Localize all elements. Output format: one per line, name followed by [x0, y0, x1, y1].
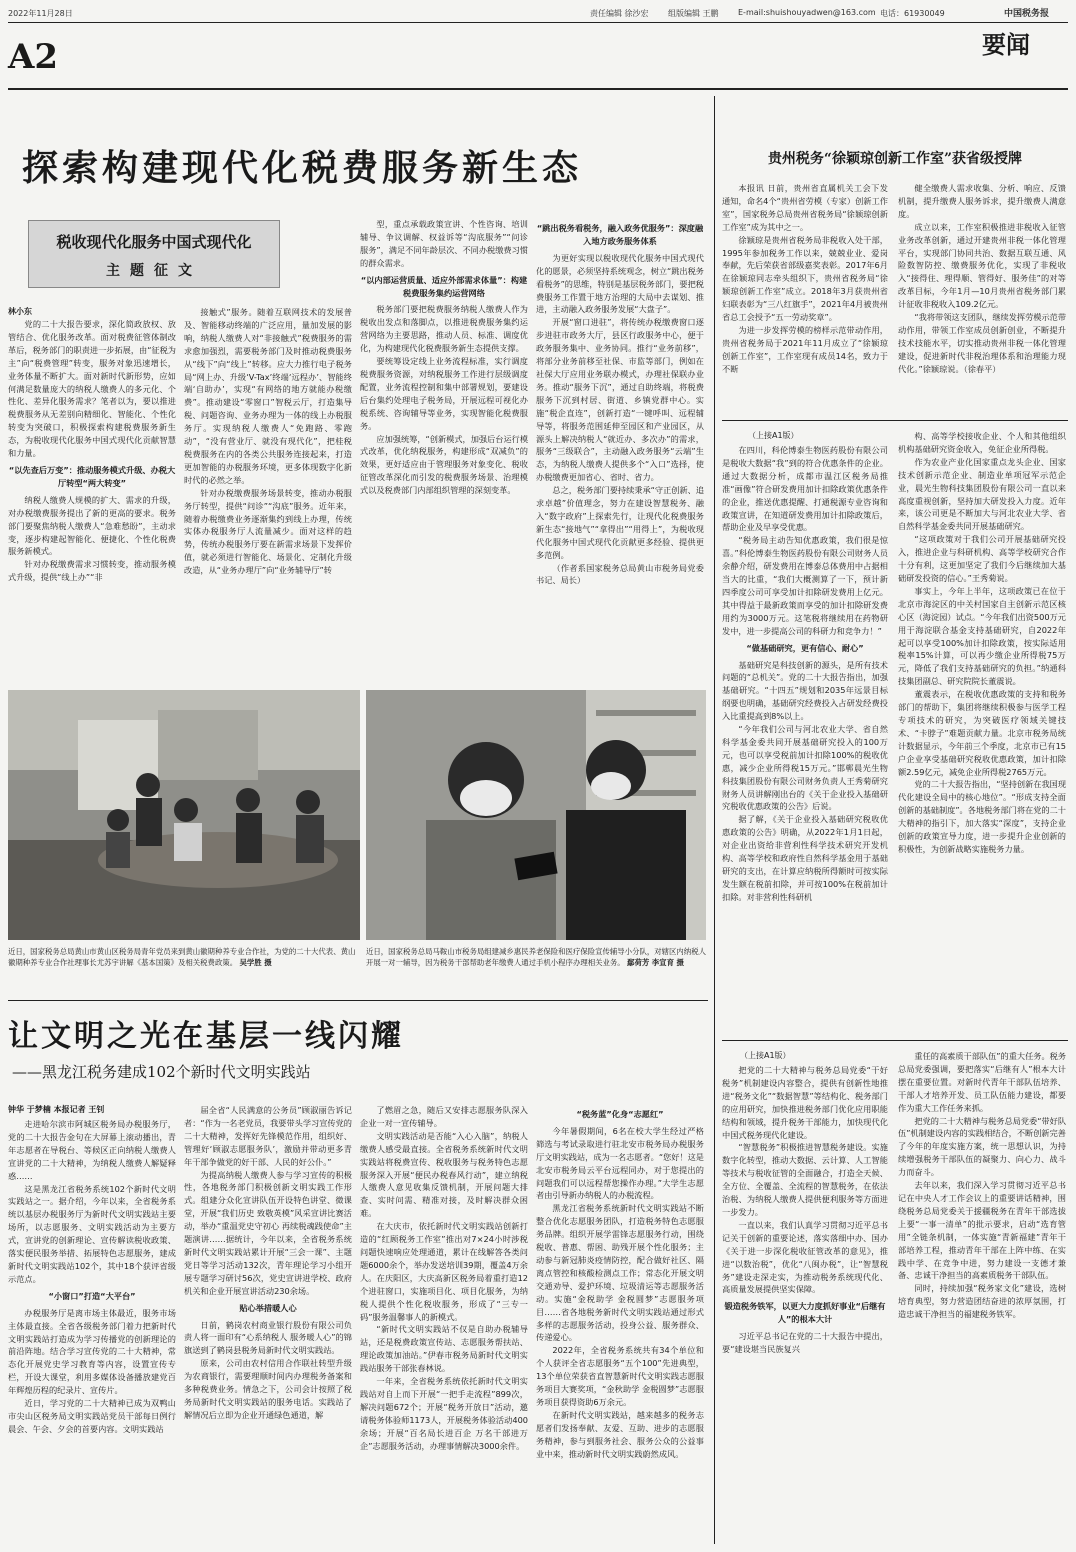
sidebar2-col2-p1: 构、高等学校接收企业、个人和其他组织机构基础研究资金收入，免征企业所得税。 — [898, 431, 1066, 454]
header-date: 2022年11月28日 — [8, 9, 73, 18]
main-col3-p1: 型，重点承载政策宣讲、个性咨询、培训辅导、争议调解、权益诉等“沟底服务”“问诊服务”，满足不同年龄层次、不同办税缴费习惯的群众需求。 — [360, 219, 528, 268]
main-col4-p4: （作者系国家税务总局黄山市税务局党委书记、局长） — [536, 562, 704, 586]
sidebar2-col1-p1: 在四川，科伦博泰生物医药股份有限公司是税收大数据“我”到的符合优惠条件的企业。通过大数据分析，成都市温江区税务局推准“画像”符合研发费用加计扣除政策优惠条件的企业，推送优惠提醒、打通税源专业咨询和政策宣讲，在知道研发费用加计扣除政策后，帮助企业及早享受优惠。 — [722, 445, 888, 533]
sidebar3-subhead: 锻造税务铁军，以更大力度抓好事业“后继有人”的根本大计 — [724, 1301, 886, 1325]
story2-col1-p4: 近日，学习党的二十大精神已成为双鸭山市尖山区税务局文明实践站党员干部每日例行晨会、午会、夕会的首要内容。文明实践站 — [8, 1398, 176, 1434]
sidebar2-col2-p4: 事实上，今年上半年，这项政策已在位于北京市海淀区的中关村国家自主创新示范区核心区（海淀园）试点。“今年我们出资500万元用于海淀联合基金支持基础研究，自2022年起可以享受100%加计扣除政策，按实际适用税率15%计算，可以再少缴企业所得税75万元，降低了我们支持基础研究的负担。”纳通科技集团副总、研究院院长董震说。 — [898, 585, 1066, 687]
sidebar3-col2-p3: 去年以来，我们深入学习贯彻习近平总书记在中央人才工作会议上的重要讲话精神，围绕税务总局党委关于援疆税务在青年干部选拔上要“一事一清单”的批示要求，启动“选育管用”全链条机制，一体实施“青新福建”青年干部培养工程，推动青年干部在上阵中练、在实践中学、在竞争中进，努力建设一支德才兼备、忠诚干净担当的高素质税务干部队伍。 — [898, 1180, 1066, 1281]
sidebar2-col2-p2: 作为农业产业化国家重点龙头企业、国家技术创新示范企业、制造业单项冠军示范企业，晨光生物科技集团股份有限公司一直以来高度重视创新，坚持加大研发投入力度。近年来，该公司更是不断加大与河北农业大学、省自然科学基金委共同开展基础研究。 — [898, 456, 1066, 532]
story2-col3-p1: 了燃眉之急，随后又安排志愿服务队深入企业一对一宣传辅导。 — [360, 1105, 528, 1128]
story2-headline: 让文明之光在基层一线闪耀 — [8, 1019, 404, 1054]
story2-col3-p3: 在大庆市，依托新时代文明实践站创新打造的“红顾税务工作室”推出对7×24小时涉税问题快速响应处理通道，累计在线解答各类问题6000余个，举办发送培训39期，覆盖4万余人。在庆阳区，大庆高新区税务局着重打造12个进驻窗口，实施项目化、项目化服务，为纳税人提供个性化税收服务，形成了“三专一码”服务温馨事人的新模式。 — [360, 1221, 528, 1322]
sidebar1-col2-p1: 健全缴费人需求收集、分析、响应、反馈机制，提升缴费人服务诉求，提升缴费人满意度。 — [898, 183, 1066, 219]
story2-byline: 钟华 于梦楠 本报记者 王钊 — [8, 1105, 105, 1114]
sidebar2-col2-p3: “这项政策对于我们公司开展基础研究投入，推进企业与科研机构、高等学校研究合作十分有利，这更加坚定了我们今后继续加大基础研发投资的信心。”王秀菊说。 — [898, 534, 1066, 583]
sidebar3-col1-p2: “智慧税务”积极推进智慧税务建设。实施数字化转型，推动大数据、云计算、人工智能等技术与税收征管的全面融合，打造全天候、全方位、全覆盖、全流程的智慧税务，在依法治税、为纳税人缴费人提供便利服务等方面进一步发力。 — [722, 1142, 888, 1217]
main-headline: 探索构建现代化税费服务新生态 — [22, 147, 583, 189]
header-rule — [8, 22, 1068, 23]
main-col3-p2: 税务部门要把税费服务纳税人缴费人作为税收出发点和落脚点，以推进税费服务集约运营网络为主要思路，推动人员、标准、调度优化，为构建现代化税费服务新生态提供支撑。 — [360, 304, 528, 354]
photo-left — [8, 690, 360, 940]
main-col4-p3: 总之，税务部门要持续秉承“守正创新、追求卓越”价值理念，努力在建设智慧税务、融入“数字政府”上探索先行，让现代化税费服务新生态“接地气”“拿得出”“用得上”，为税收现代化服务中国式现代化贡献更多经验、提供更多范例。 — [536, 485, 704, 560]
sidebar3-col2-p4: 同时，持续加强“税务家文化”建设，选树培育典型，努力营造团结奋进的浓厚氛围，打造忠诚干净担当的福建税务铁军。 — [898, 1283, 1066, 1320]
sidebar2-lead: （上接A1版） — [748, 431, 799, 440]
sidebar1-headline: 贵州税务“徐颖琼创新工作室”获省级授牌 — [767, 151, 1023, 167]
header-designer: 组版编辑 王鹏 — [668, 9, 719, 18]
main-col3-p3: 要统筹设定线上业务流程标准，实行调度税费服务资源，对纳税服务工作进行层级调度配置，业务流程控制和集中部署规划，要建设后台集约处理电子税务局，开展远程可视化办税系统、咨询辅导等业务，实现智能化税费服务。 — [360, 356, 528, 431]
main-col-1 — [8, 318, 176, 668]
header-thick-rule — [8, 88, 1068, 90]
main-col-3 — [360, 218, 528, 668]
column-divider — [714, 96, 715, 1544]
theme-banner-sub: 主题征文 — [106, 263, 202, 279]
main-col1-p1: 党的二十大报告要求，深化简政放权、放管结合、优化服务改革。面对税费征管体制改革后，税务部门的职责进一步拓展，由“征税为主”向“税费管理”转变，服务对象迅速增长，业务体量不断扩大。面对新时代新形势，应如何满足数量庞大的纳税人缴费人的多元化、个性化、差异化服务需求？笔者以为，要以推进税费服务从无差别向精细化、智能化、个性化转变为突破口，积极探索构建税费服务新生态，为税收现代化服务中国式现代化贡献智慧和力量。 — [8, 319, 176, 459]
header-editor: 责任编辑 徐沙宏 — [590, 9, 649, 18]
sidebar2-col2-p6: 党的二十大报告指出，“坚持创新在我国现代化建设全局中的核心地位”。“形成支持全面创新的基础制度”。各地税务部门将在党的二十大精神的指引下，加大落实“深度”，支持企业创新的政策宣导力度，进一步提升企业创新的积极性，为创新战略实施税务力量。 — [898, 779, 1066, 854]
story2-subhead-2: 贴心举措暖人心 — [239, 1302, 297, 1313]
main-col3-p4: 应加强统筹，“创新模式，加强后台运行模式改革，优化纳税服务，构建形成“双减负”的效果，更好适应由于管理服务对象变化、税收征管改革深化而引发的税费服务场景、治理模式以及税费部门内部组织管理的深刻变革。 — [360, 433, 528, 496]
sidebar1-col2-p2: 成立以来，工作室积极推进非税收入征管业务改革创新，通过开建贵州非税一体化管理平台，实现部门协同共治、数据互联互通、风险数智防控、缴费服务优化，实现了非税收入“接得住、理得顺、管得好、服务佳”的对等改革目标，今年1月—10月贵州省税务部门累计征收非税收入109.2亿元。 — [898, 221, 1066, 310]
story2-col1-p1: 走进哈尔滨市阿城区税务局办税服务厅，党的二十大报告金句在大屏幕上滚动播出，青年志愿者在导税台、等候区正向纳税人缴费人宣讲党的二十大精神，为纳税人缴费人解疑释惑…… — [8, 1119, 176, 1181]
sidebar3-col-2 — [898, 1050, 1066, 1548]
sidebar3-col1-p3: 一直以来，我们认真学习贯彻习近平总书记关于创新的重要论述，落实落细中办、国办《关于进一步深化税收征管改革的意见》，推进“以数治税”，优化“八闽办税”，让“智慧税务”建设走深走实，为推动税务系统现代化、高质量发展提供坚实保障。 — [722, 1219, 888, 1295]
photo-left-image — [8, 690, 360, 940]
sidebar1-col1-p1: 本报讯 日前，贵州省直属机关工会下发通知，命名4个“贵州省劳模（专家）创新工作室”，国家税务总局贵州省税务局“徐颖琼创新工作室”成为其中之一。 — [722, 183, 888, 232]
theme-banner-title: 税收现代化服务中国式现代化 — [56, 233, 252, 251]
sidebar2-col2-p5: 董震表示，在税收优惠政策的支持和税务部门的帮助下，集团将继续积极参与医学工程专项技术的研究，为突破医疗领域关键技术、“卡脖子”难题贡献力量。北京市税务局统计数据显示，今年前三个季度，北京市已有15户企业享受基础研究税收优惠政策，加计扣除额2.59亿元，减免企业所得税2765万元。 — [898, 689, 1066, 777]
photo-right — [366, 690, 706, 940]
photo-left-caption — [8, 946, 360, 968]
story2-col-2 — [184, 1104, 352, 1548]
theme-banner — [28, 220, 280, 288]
sidebar3-col1-p4: 习近平总书记在党的二十大报告中提出，要“建设堪当民族复兴 — [722, 1331, 888, 1355]
story2-col3-p5: 一年来，全省税务系统依托新时代文明实践站对自上而下开展“一把手走流程”899次，解决问题672个；开展“税务开放日”活动，邀请税务体验师1173人，开展税务体验活动400余场；开展“百名局长进百企 万名干部进万企”志愿服务活动，办理事情解决3000余件。 — [360, 1376, 528, 1451]
story2-subtitle: ——黑龙江税务建成102个新时代文明实践站 — [12, 1063, 311, 1081]
photo-right-caption — [366, 946, 706, 968]
main-col1-p3: 针对办税缴费需求习惯转变，推动服务模式升级，提供“线上办”“非 — [8, 559, 176, 583]
story2-subhead-1: “小窗口”打造“大平台” — [48, 1290, 136, 1301]
story2-col4-p2: 黑龙江省税务系统新时代文明实践站不断整合优化志愿服务团队，打造税务特色志愿服务品牌。组织开展学雷锋志愿服务行动，围绕税收、普惠、帮困、助残开展个性化服务；主动参与新冠肺炎疫情防控，配合做好社区、隔离点管控和核酸检测点工作；常态化开展文明交通劝导、爱护环境、垃圾清运等志愿服务活动。实施“金税助学 金税圆梦”志愿服务项目……省各地税务新时代文明实践站通过形式多样的志愿服务活动，投身公益、服务群众、传递爱心。 — [536, 1203, 704, 1343]
main-col2-p2: 针对办税缴费服务场景转变，推动办税服务厅转型，提供“问诊”“沟底”服务。近年来，随着办税缴费业务逐渐集约到线上办理，传统实体办税服务厅人流量减少。面对这样的趋势，传统办税服务厅要在新需求场景下发挥价值，就必须进行智能化、场景化、定制化升级改造，从“业务办理厅”向“业务辅导厅”转 — [184, 487, 352, 576]
main-col-4 — [536, 218, 704, 668]
sidebar3-col1-p1: 把党的二十大精神与税务总局党委“干好税务”机制建设内容整合，提供有创新性地推进“税务文化”“数据智慧”等结构化、税务部门的应用研究，加快推进税务部门优化应用职能结构和领域，提升税务干部能力，加快现代化中国式税务现代化建设。 — [722, 1065, 888, 1140]
story2-col2-p1: 届全省“人民满意的公务员”顾淑丽告诉记者：“作为一名老党员，我要带头学习宣传党的二十大精神，发挥好先锋模范作用，组织好、管理好‘顾淑志愿服务队’，激励并带动更多青年干部争做党的好干部、人民的好公仆。” — [184, 1105, 352, 1167]
story2-col2-p4: 原来，公司由农村信用合作联社转型升级为农商银行，需要理顺时间内办理税务备案和多种税费业务。情急之下，公司会计按照了税务局新时代文明实践站的服务电话。实践站了解情况后立即为企业开通绿色通道，解 — [184, 1358, 352, 1420]
sidebar3-col2-p1: 重任的高素质干部队伍”的重大任务。税务总局党委强调，要把落实“后继有人”根本大计摆在重要位置。对新时代青年干部队伍培养、干部人才培养开发、员工队伍能力建设，都要作为重大工作任务来抓。 — [898, 1051, 1066, 1113]
story2-col-4 — [536, 1104, 704, 1548]
main-col4-p1: 为更好实现以税收现代化服务中国式现代化的愿景，必须坚持系统观念，树立“跳出税务看税务”的思维，特别是基层税务部门，要把税费服务工作置于地方治理的大局中去谋划、推进，主动融入政务服务发展“大盘子”。 — [536, 252, 704, 315]
mid-rule — [8, 1000, 708, 1001]
header-phone: 电话：61930049 — [880, 9, 945, 18]
sidebar2-col-1 — [722, 444, 888, 1026]
sidebar3-col2-p2: 把党的二十大精神与税务总局党委“带好队伍”机制建设内容的实践相结合，不断创新完善了今年的年度实施方案，统一思想认识，为持续增强税务干部队伍的凝聚力、向心力、战斗力而奋斗。 — [898, 1115, 1066, 1178]
sidebar2-col-2 — [898, 430, 1066, 1026]
story2-col2-p3: 日前，鹤岗农村商业银行股份有限公司负责人将一面印有“心系纳税人 服务暖人心”的锦旗送到了鹤岗县税务局新时代文明实践站。 — [184, 1319, 352, 1356]
story2-col4-p4: 在新时代文明实践站，越来越多的税务志愿者们发扬奉献、友爱、互助、进步的志愿服务精神，参与到服务社会、服务公众的公益事业中来，推动新时代文明实践蔚然成风。 — [536, 1409, 704, 1459]
sidebar1-rule — [722, 420, 1068, 421]
sidebar1-col1-p3: 为进一步发挥劳模的榜样示范带动作用，贵州省税务局于2021年11月成立了“徐颖琼创新工作室”，工作室现有成员14名，致力于不断 — [722, 324, 888, 374]
story2-col-1 — [8, 1118, 176, 1548]
header-paper: 中国税务报 — [1004, 9, 1050, 19]
story2-col4-p1: 今年暑假期间，6名在校大学生经过严格筛选与考试录取进行驻北安市税务局办税服务厅文明实践站，成为一名志愿者。“您好！这是北安市税务局云平台远程同办，对于您提出的问题我们可以远程帮您操作办理。”大学生志愿者由引导新办纳税人的办税流程。 — [536, 1125, 704, 1201]
sidebar1-col-2 — [898, 182, 1066, 406]
sidebar2-subhead: “做基础研究，更有信心、耐心” — [746, 642, 864, 653]
story2-col3-p2: 文明实践活动是否能“入心入脑”，纳税人缴费人感受最直接。全省税务系统新时代文明实践站将税费宣传、税收服务与税务特色志愿服务深入开展“便民办税春风行动”，建立纳税人缴费人意见收集反馈机制，开展问题大排查、实时问需、精准对接，及时解决群众困难。 — [360, 1130, 528, 1219]
sidebar2-col1-p5: 据了解，《关于企业投入基础研究税收优惠政策的公告》明确，从2022年1月1日起，对企业出资给非营利性科学技术研究开发机构、高等学校和政府性自然科学基金用于基础研究的支出，在计算应纳税所得额时可按实际发生额在税前扣除，并可按100%在税前加计扣除。对非营利性科研机 — [722, 814, 888, 902]
sidebar2-col1-p2: “税务局主动告知优惠政策，我们很是惊喜。”科伦博泰生物医药股份有限公司财务人员余静介绍，研发费用在博泰总体费用中占据相当大的比重，“我们大概测算了一下，预计新四季度公司可享受加计扣除研发费用上亿元。其中得益于最新政策而享受的加计扣除研发费用约为3000万元。这笔税将继续用在药物研发中，进一步提高公司的科研力和竞争力！” — [722, 535, 888, 636]
story2-col4-p3: 2022年，全省税务系统共有34个单位和个人获评全省志愿服务“五个100”先进典型，13个单位荣获省直智慧新时代文明实践志愿服务项目大赛奖项，“金秋助学 金税圆梦”志愿服务项目获得资助6万余元。 — [536, 1345, 704, 1407]
main-col-2 — [184, 306, 352, 668]
sidebar2-col1-p3: 基础研究是科技创新的源头，是所有技术问题的“总机关”。党的二十大报告指出，加强基础研究。“十四五”规划和2035年远景目标纲要也明确，基础研究经费投入占研发经费投入比重提高到8%以上。 — [722, 659, 888, 722]
main-col1-subhead: “以先查后万变”：推动服务模式升级、办税大厅转型“两大转变” — [8, 464, 176, 488]
sidebar3-col-1 — [722, 1064, 888, 1548]
main-author: 林小东 — [8, 307, 32, 316]
sidebar1-col2-p3: “我将带领这支团队，继续发挥劳模示范带动作用，带领工作室成员创新创业，不断提升技术技能水平，切实推动贵州非税一体化管理建设，促进新时代非税治理体系和治理能力现代化。”徐颖琼说。（徐春平） — [898, 312, 1066, 374]
header-email: E-mail:shuishouyadwen@163.com — [738, 8, 876, 17]
section-label: 要闻 — [982, 30, 1030, 59]
sidebar1-col1-p2: 徐颖琼是贵州省税务局非税收入处干部，1995年参加税务工作以来，兢兢业业、爱岗奉献，先后荣获省部级嘉奖表彰。2017年6月在徐颖琼同志牵头组织下，贵州省税务局“徐颖琼创新工作室”成立。2018年3月获贵州省妇联表彰为“三八红旗手”，2021年4月被贵州省总工会授予“五一劳动奖章”。 — [722, 234, 888, 323]
story2-subhead-3: “税务蓝”化身“志愿红” — [576, 1109, 664, 1119]
photo-left-caption-text: 近日，国家税务总局黄山市黄山区税务局青年党员来到黄山徽期种养专业合作社，为党的二十大代表、黄山徽期种养专业合作社理事长尤苏宇讲解《基本国策》及相关税费政策。 — [8, 947, 356, 967]
sidebar1-col-1 — [722, 182, 888, 406]
story2-col-3 — [360, 1104, 528, 1548]
sidebar2-col1-p4: “今年我们公司与河北农业大学、省自然科学基金委共同开展基础研究投入的100万元，也可以享受税前加计扣除100%的税收优惠，减少企业所得税15万元。”邯郸晨光生物科技集团股份有限公司财务负责人王秀菊研究财务人员讲解刚出台的《关于企业投入基础研究税收优惠政策的公告》后说。 — [722, 724, 888, 812]
story2-col2-p2: 为提高纳税人缴费人参与学习宣传的积极性，各地税务部门积极创新文明实践工作形式。组建分众化宣讲队伍开设特色讲堂、微课堂，开展“我们历史 致敬英模”风采宣讲比赛活动，举办“重温党史守初心 再续税魂践使命”主题演讲……据统计，今年以来，全省税务系统新时代文明实践站累计开展“三会一课”、主题党日等学习活动132次，青年理论学习小组开展专题学习研讨56次，党史宣讲进学校、政府机关和企业开展宣讲活动230余场。 — [184, 1169, 352, 1296]
main-col1-p2: 纳税人缴费人规模的扩大、需求的升级，对办税缴费服务提出了新的更高的要求。税务部门要聚焦纳税人缴费人“急难愁盼”，主动求变，逐步构建起智能化、便捷化、个性化税费服务新模式。 — [8, 494, 176, 557]
photo-left-credit: 吴学胜 摄 — [239, 958, 272, 967]
sidebar3-lead: （上接A1版） — [740, 1051, 791, 1060]
story2-col1-p2: 这是黑龙江省税务系统102个新时代文明实践站之一。据介绍，今年以来，全省税务系统以基层办税服务厅为新时代文明实践站主要场所，以志愿服务、文明实践活动为主要方式，宣讲党的创新理论、宣传解读税收政策、落实便民服务举措、拓展特色志愿服务，建成新时代文明实践站102个，其中18个获评省级示范点。 — [8, 1183, 176, 1284]
photo-right-image — [366, 690, 706, 940]
story2-col1-p3: 办税服务厅是离市场主体最近，服务市场主体最直接。全省各级税务部门着力把新时代文明实践站打造成为学习传播党的创新理论的前沿阵地。结合学习宣传党的二十大精神，常态化开展党史学习教育等内容，设置宣传专栏，开设大课堂，利用多媒体设备播放建党百年辉煌历程的纪录片、宣传片。 — [8, 1307, 176, 1396]
main-col2-p1: 接触式”服务。随着互联网技术的发展普及、智能移动终端的广泛应用，量加发展的影响，纳税人缴费人对“非接触式”税费服务的需求愈加强烈，需要税务部门及时推动税费服务从“线下”向“线上”转移。应大力推行电子税务局“网上办、升级‘V-Tax’终端‘远程办’、智能终端‘自助办’，实现“有网络的地方就能办税缴费”。推动建设“零窗口”智税云厅，打造集导税、问题咨询、业务办理为一体的线上办税服务厅。实现纳税人缴费人“免跑路、零跑动”，“没有营业厅、就没有现代化”，把桂税税费服务在内的各类公共服务连接起来，打造更加智能的办税服务环境，更多体现数字化新时代的必然之举。 — [184, 307, 352, 485]
sidebar2-rule — [722, 1040, 1068, 1041]
photo-right-credit: 鄢荷芳 李宣育 摄 — [627, 958, 684, 967]
page-label: A2 — [8, 37, 59, 77]
photo-right-caption-text: 近日，国家税务总局马鞍山市税务局组建减乡惠民养老保险和医疗保险宣传辅导小分队，对辖区内纳税人开展一对一辅导，因为税务干部帮助老年缴费人通过手机小程序办理相关业务。 — [366, 947, 706, 967]
story2-col3-p4: “新时代文明实践站不仅是自助办税辅导站，还是税费政策宣传站、志愿服务帮扶站、理论政策加油站。”伊春市税务局新时代文明实践站服务干部张春林说。 — [360, 1324, 528, 1374]
main-col3-subhead: “以内部运营质量、适应外部需求体量”：构建税费服务集约运营网络 — [360, 274, 528, 298]
main-col4-p2: 开展“窗口进驻”，将传统办税缴费窗口逐步进驻市政务大厅，县区行政服务中心，便于政务服务集中、业务协同。推行“业务前移”，将部分业务前移至社保、市监等部门，例如在社保大厅应用业务联办模式，办理社保联办业务。推动“服务下沉”，通过自助终端，将税费服务下沉到村居、街道、乡镇党群中心。实施“税企直连”，创新打造“一键呼叫、远程辅导等，将服务范围延伸至园区和产业园区，从源头上解决纳税人“就近办、多次办”的需求，服务“三级联合”，主动融入政务服务“云端”生态，为纳税人缴费人提供多个“入口”选择，使办税缴费更加省心、省时、省力。 — [536, 317, 704, 483]
main-col4-subhead: “跳出税务看税务，融入政务优服务”：深度融入地方政务服务体系 — [536, 223, 704, 246]
